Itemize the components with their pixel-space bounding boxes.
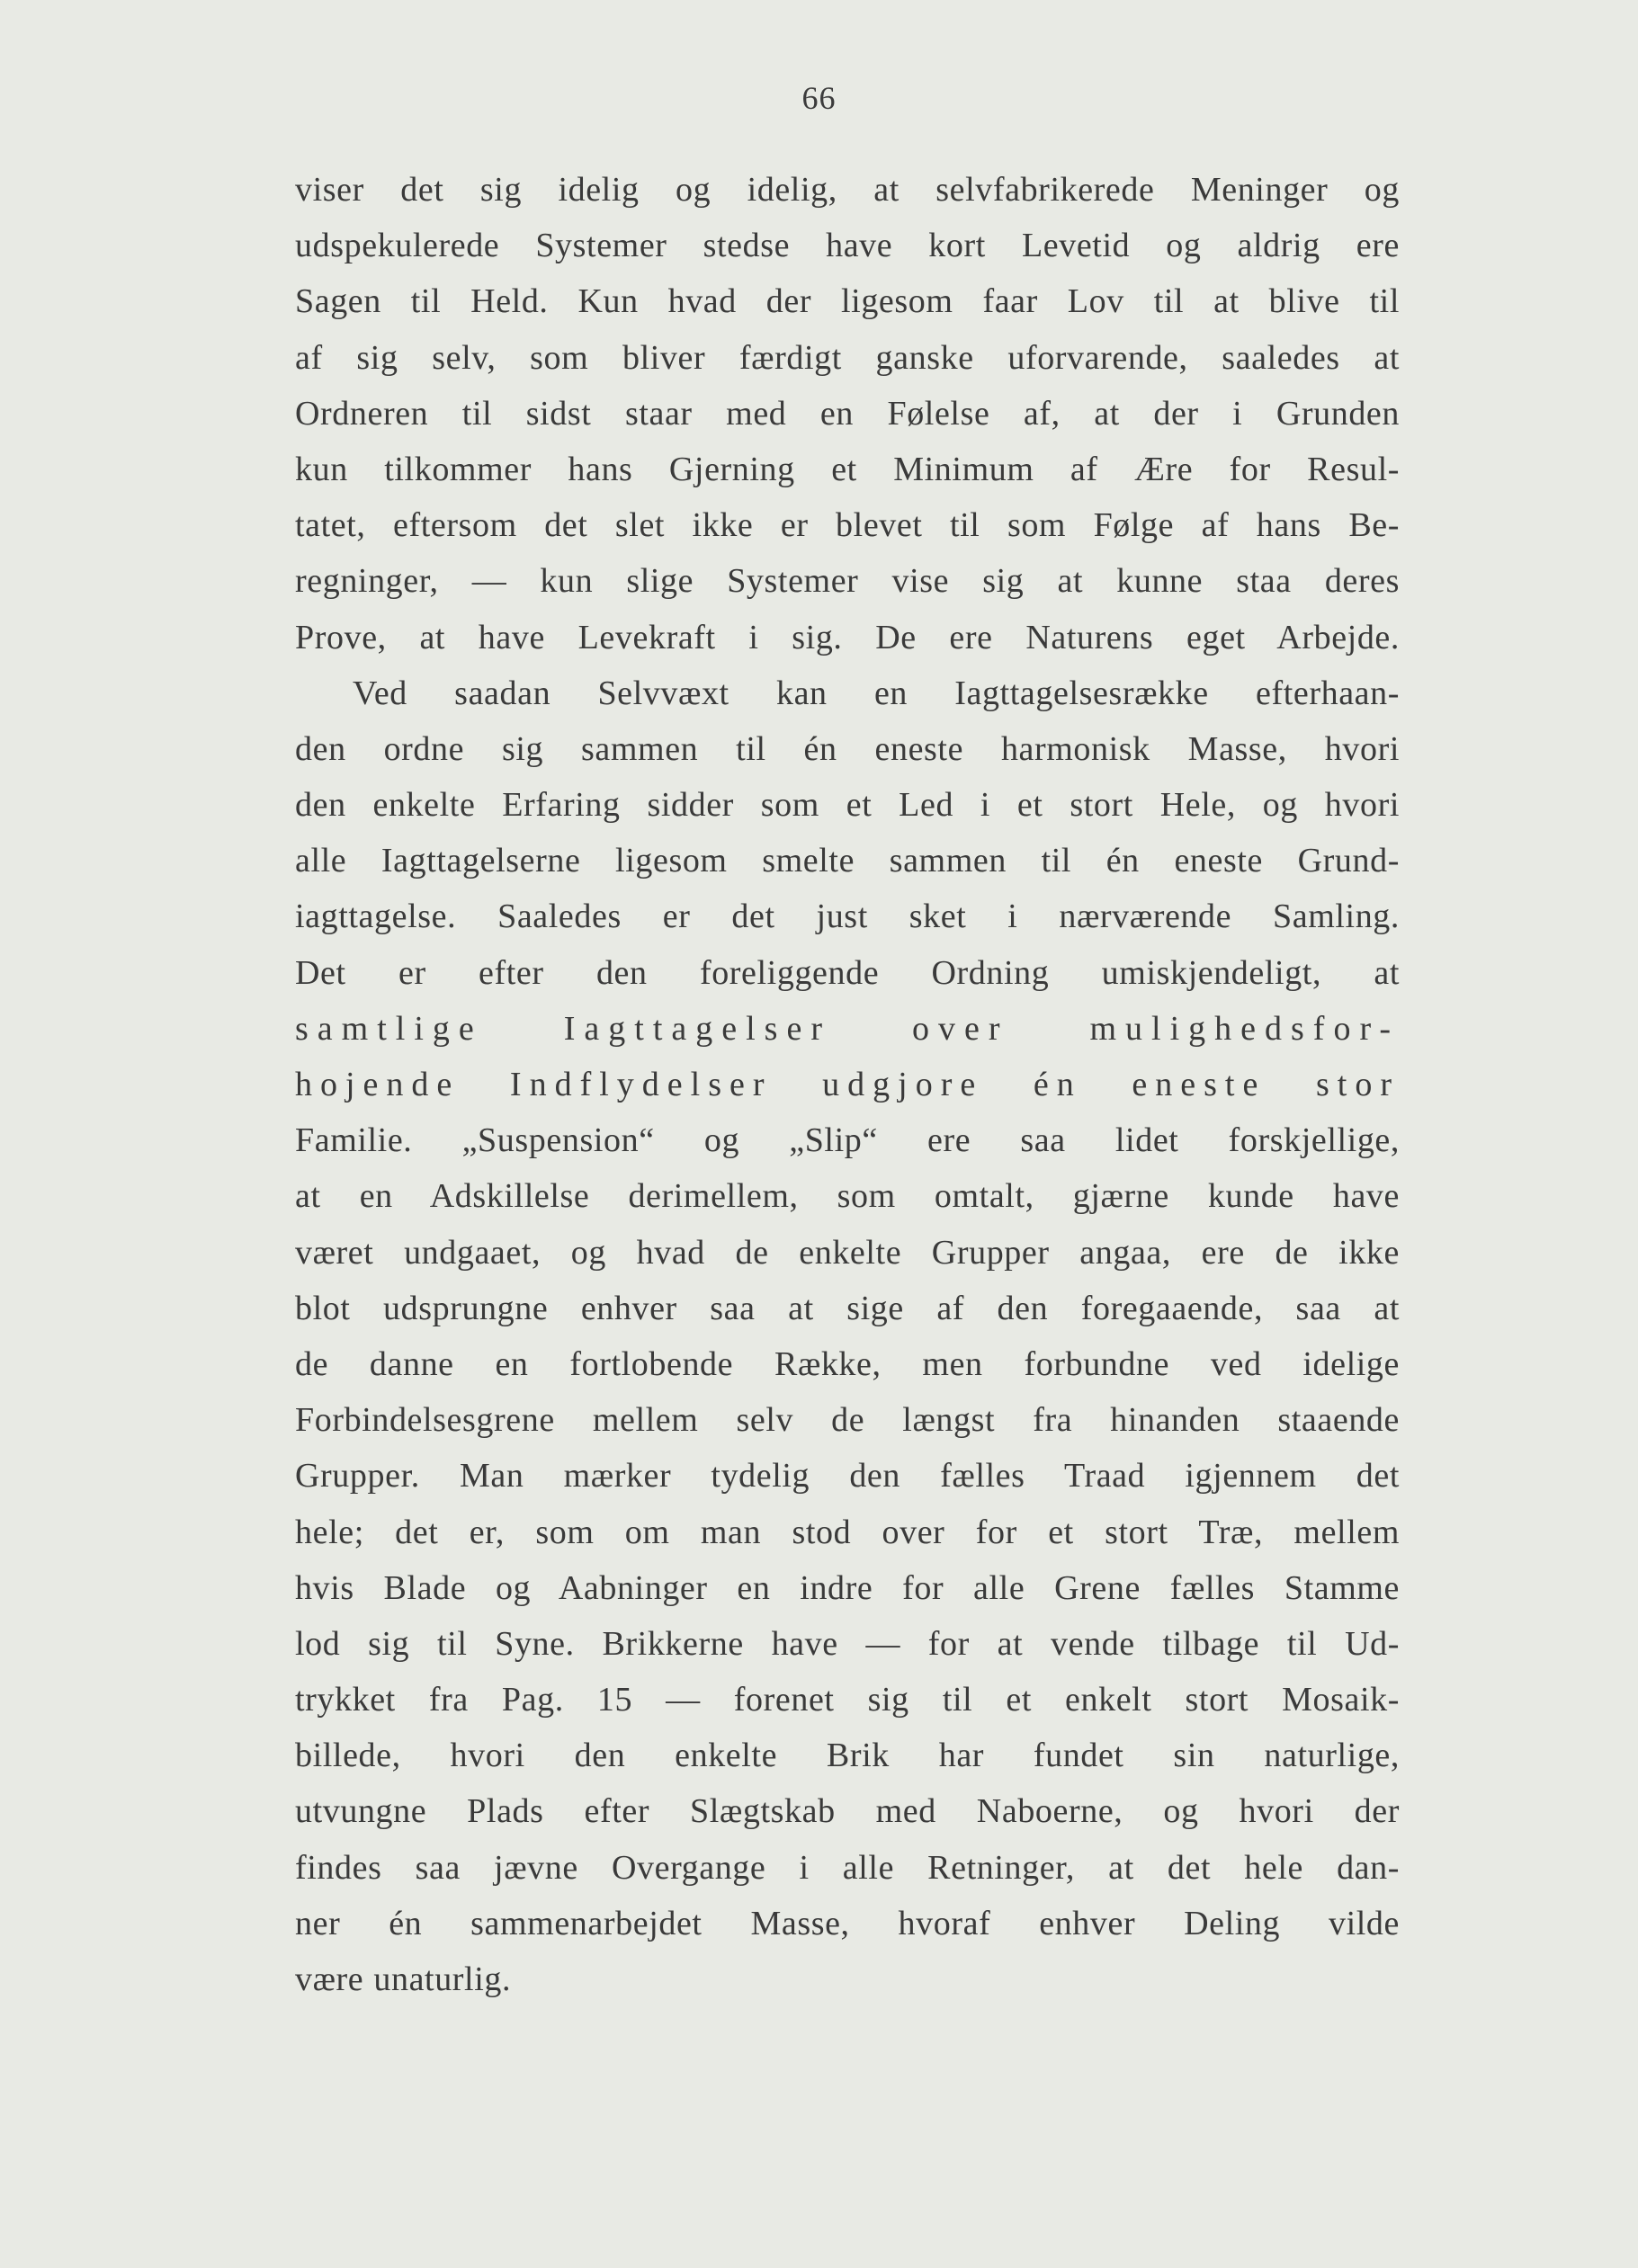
text-line: Det er efter den foreliggende Ordning umiskjendeligt, at	[295, 953, 1400, 992]
text-line: utvungne Plads efter Slægtskab med Naboerne, og hvori der	[295, 1792, 1400, 1831]
text-line: hvis Blade og Aabninger en indre for alle Grene fælles Stamme	[295, 1568, 1400, 1607]
text-line: ner én sammenarbejdet Masse, hvoraf enhver Deling vilde	[295, 1904, 1400, 1942]
text-line: af sig selv, som bliver færdigt ganske uforvarende, saaledes at	[295, 338, 1400, 377]
paragraph-last-line: være unaturlig.	[295, 1960, 512, 1998]
text-line: udspekulerede Systemer stedse have kort Levetid og aldrig ere	[295, 227, 1400, 265]
text-line: billede, hvori den enkelte Brik har fundet sin naturlige,	[295, 1737, 1400, 1775]
text-line: hele; det er, som om man stod over for et stort Træ, mellem	[295, 1513, 1400, 1551]
text-line: Ordneren til sidst staar med en Følelse af, at der i Grunden	[295, 394, 1400, 433]
text-line: kun tilkommer hans Gjerning et Minimum af Ære for Resul-	[295, 450, 1400, 488]
text-line: viser det sig idelig og idelig, at selvfabrikerede Meninger og	[295, 171, 1400, 209]
text-line: at en Adskillelse derimellem, som omtalt, gjærne kunde have	[295, 1177, 1400, 1216]
text-line: trykket fra Pag. 15 — forenet sig til et enkelt stort Mosaik-	[295, 1681, 1400, 1719]
text-line: findes saa jævne Overgange i alle Retninger, at det hele dan-	[295, 1848, 1400, 1887]
text-line: blot udsprungne enhver saa at sige af den foregaaende, saa at	[295, 1289, 1400, 1327]
text-line: den enkelte Erfaring sidder som et Led i et stort Hele, og hvori	[295, 786, 1400, 825]
text-line: regninger, — kun slige Systemer vise sig at kunne staa deres	[295, 562, 1400, 601]
text-line: været undgaaet, og hvad de enkelte Grupper angaa, ere de ikke	[295, 1233, 1400, 1272]
text-line: Forbindelsesgrene mellem selv de længst fra hinanden staaende	[295, 1401, 1400, 1440]
text-line: Prove, at have Levekraft i sig. De ere Naturens eget Arbejde.	[295, 618, 1400, 656]
text-line: iagttagelse. Saaledes er det just sket i nærværende Samling.	[295, 897, 1400, 936]
paragraph-first-line: Ved saadan Selvvæxt kan en Iagttagelsesrække efterhaan-	[353, 674, 1400, 712]
text-line: Familie. „Suspension“ og „Slip“ ere saa lidet forskjellige,	[295, 1121, 1400, 1160]
text-line: den ordne sig sammen til én eneste harmonisk Masse, hvori	[295, 729, 1400, 768]
text-line: Sagen til Held. Kun hvad der ligesom faar Lov til at blive til	[295, 282, 1400, 321]
text-line: alle Iagttagelserne ligesom smelte sammen til én eneste Grund-	[295, 842, 1400, 880]
body-text	[295, 162, 1400, 2007]
text-line: lod sig til Syne. Brikkerne have — for at vende tilbage til Ud-	[295, 1624, 1400, 1663]
text-line: Grupper. Man mærker tydelig den fælles Traad igjennem det	[295, 1457, 1400, 1496]
emphasized-text-line: samtlige Iagttagelser over mulighedsfor-	[295, 1009, 1400, 1048]
page-number: 66	[801, 80, 837, 116]
text-line: tatet, eftersom det slet ikke er blevet til som Følge af hans Be-	[295, 506, 1400, 545]
text-line: de danne en fortlobende Række, men forbundne ved idelige	[295, 1344, 1400, 1383]
emphasized-text-line: hojende Indflydelser udgjore én eneste stor	[295, 1066, 1400, 1103]
